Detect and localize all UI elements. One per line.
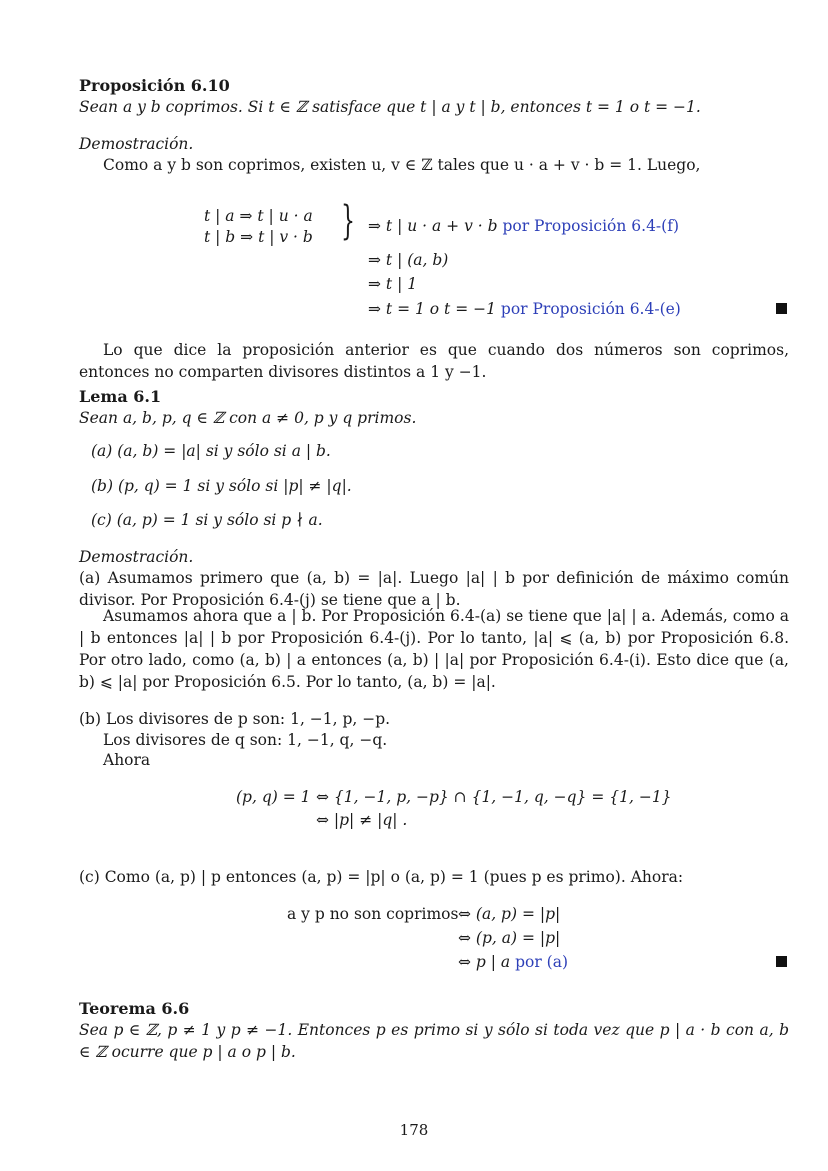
equation-c-reference[interactable]: por (a) (515, 953, 569, 971)
lemma-item-c: (c) (a, p) = 1 si y sólo si p ∤ a. (91, 511, 323, 529)
remark-paragraph: Lo que dice la proposición anterior es que cuando dos números son coprimos, entonces no comparten divisores distintos a 1 y −1. (79, 341, 789, 381)
equation-b-lhs: (p, q) = 1 (236, 788, 311, 806)
right-brace: } (341, 198, 355, 244)
qed-square (776, 956, 787, 967)
chain-step-1-reference[interactable]: por Proposición 6.4-(f) (502, 217, 679, 235)
lemma-statement: Sean a, b, p, q ∈ ℤ con a ≠ 0, p y q primos. (79, 409, 417, 427)
equation-c-line3: ⇔ p | a por (a) (458, 953, 569, 971)
lemma-proof-a-part2: Asumamos ahora que a | b. Por Proposición 6.4-(a) se tiene que |a| | a. Además, como a | b entonces |a| | b por Proposición 6.4-(j). Por lo tanto, |a| ⩽ (a, b) por Proposición 6.8. Por otro lado, como (a, b) | a entonces (a, b) | |a| por Proposición 6.4-(i). Esto dice que (a, b) ⩽ |a| por Proposición 6.5. Por lo tanto, (a, b) = |a|. (79, 607, 789, 691)
chain-step-3: ⇒ t | 1 (368, 275, 418, 293)
proof-intro: Como a y b son coprimos, existen u, v ∈ ℤ tales que u · a + v · b = 1. Luego, (103, 156, 701, 174)
lemma-proof-b-line1: (b) Los divisores de p son: 1, −1, p, −p. (79, 710, 391, 728)
lemma-item-a: (a) (a, b) = |a| si y sólo si a | b. (91, 442, 331, 460)
qed-square (776, 303, 787, 314)
chain-line-2: t | b ⇒ t | v · b (204, 228, 313, 246)
equation-c-line1: ⇔ (a, p) = |p| (458, 905, 561, 923)
lemma-proof-c: (c) Como (a, p) | p entonces (a, p) = |p| o (a, p) = 1 (pues p es primo). Ahora: (79, 868, 684, 886)
page-number: 178 (399, 1121, 429, 1139)
lemma-item-b: (b) (p, q) = 1 si y sólo si |p| ≠ |q|. (91, 477, 352, 495)
proof-label: Demostración. (79, 135, 194, 153)
chain-step-2: ⇒ t | (a, b) (368, 251, 449, 269)
chain-line-1: t | a ⇒ t | u · a (204, 207, 313, 225)
lemma-proof-b-line3: Ahora (103, 751, 151, 769)
equation-c-line2: ⇔ (p, a) = |p| (458, 929, 561, 947)
proposition-title: Proposición 6.10 (79, 76, 230, 95)
equation-b-line1: ⇔ {1, −1, p, −p} ∩ {1, −1, q, −q} = {1, −1} (316, 788, 672, 806)
chain-step-4-reference[interactable]: por Proposición 6.4-(e) (500, 300, 681, 318)
lemma-proof-b-line2: Los divisores de q son: 1, −1, q, −q. (103, 731, 388, 749)
theorem-statement: Sea p ∈ ℤ, p ≠ 1 y p ≠ −1. Entonces p es primo si y sólo si toda vez que p | a · b con a, b ∈ ℤ ocurre que p | a o p | b. (79, 1021, 789, 1061)
theorem-title: Teorema 6.6 (79, 999, 190, 1018)
equation-b-line2: ⇔ |p| ≠ |q| . (316, 811, 408, 829)
chain-step-1: ⇒ t | u · a + v · b por Proposición 6.4-(f) (368, 217, 679, 235)
lemma-proof-label: Demostración. (79, 548, 194, 566)
lemma-proof-a-part1: (a) Asumamos primero que (a, b) = |a|. Luego |a| | b por definición de máximo común divisor. Por Proposición 6.4-(j) se tiene que a | b. (79, 569, 789, 609)
chain-step-4: ⇒ t = 1 o t = −1 por Proposición 6.4-(e) (368, 300, 681, 318)
proposition-statement: Sean a y b coprimos. Si t ∈ ℤ satisface que t | a y t | b, entonces t = 1 o t = −1. (79, 98, 701, 116)
lemma-title: Lema 6.1 (79, 387, 162, 406)
equation-c-lhs: a y p no son coprimos (287, 905, 459, 923)
